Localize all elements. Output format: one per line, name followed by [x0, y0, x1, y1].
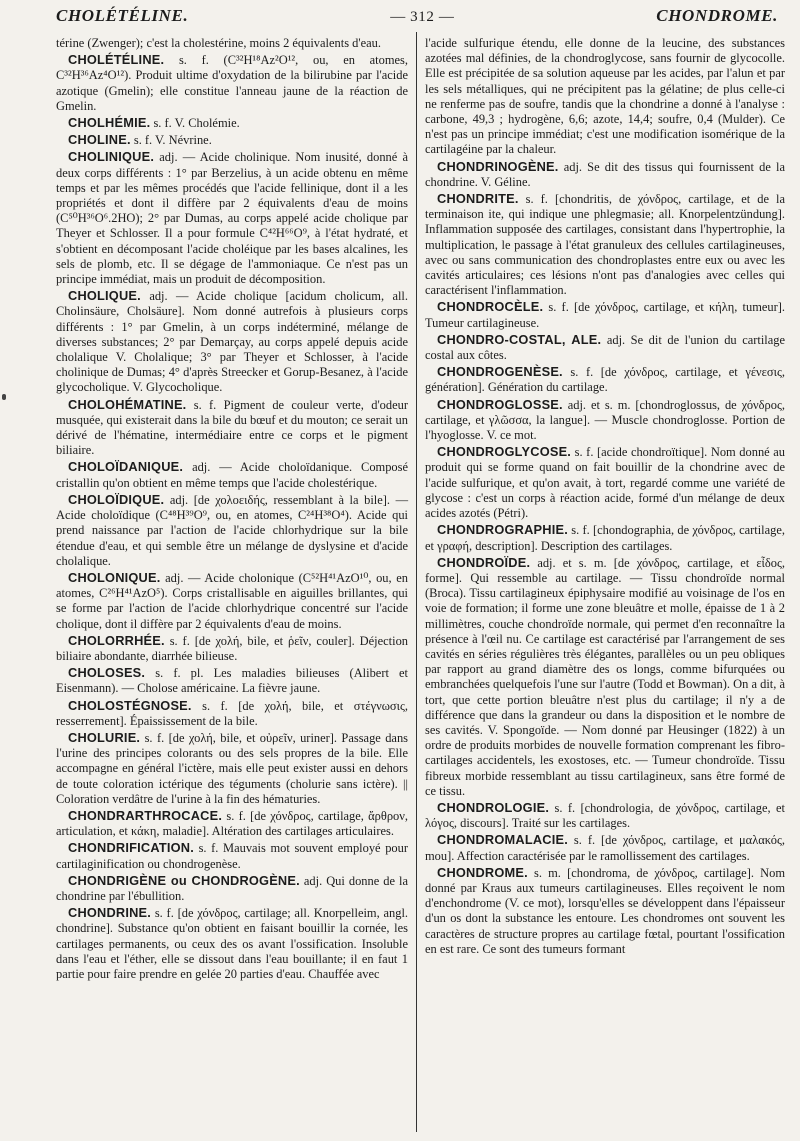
- header-left-running-head: CHOLÉTÉLINE.: [56, 6, 189, 25]
- entry-definition: s. f. [chondrologia, de χόνδρος, cartilage, et λόγος, discours]. Traité sur les cartilages.: [425, 800, 785, 831]
- entry-definition: s. f. [chondographia, de χόνδρος, cartilage, et γραφή, description]. Description des cartilages.: [425, 523, 785, 553]
- entry-headword: CHOLOÏDIQUE.: [68, 491, 165, 507]
- entry-headword: CHOLINIQUE.: [68, 149, 155, 165]
- entry-definition: s. f. V. Névrine.: [133, 133, 212, 148]
- entry-definition: s. f. [de χολή, bile, et οὐρεῖν, uriner]. Passage dans l'urine des principes colorants ou des sels propres de la bile. Elle accompagne en général l'ictère, mais elle peut exister aussi en dehors de toute coloration ictérique des téguments (cholurie sans ictère). || Coloration verdâtre de l'urine à la fin des hématuries.: [56, 730, 409, 806]
- entry-definition: adj. et s. m. [chondroglossus, de χόνδρος, cartilage, et γλῶσσα, la langue]. — Muscle chondroglosse. Portion de l'hyoglosse. V. ce mot.: [425, 397, 785, 443]
- entry-headword: CHONDROGRAPHIE.: [437, 522, 568, 538]
- entry-headword: CHONDROGENÈSE.: [437, 364, 563, 380]
- dictionary-entry: [56, 905, 408, 982]
- dictionary-entry: [425, 555, 785, 799]
- entry-headword: CHONDRARTHROCACE.: [68, 807, 223, 823]
- entry-headword: CHONDROGLOSSE.: [437, 396, 563, 412]
- page-number: — 312 —: [390, 9, 455, 25]
- dictionary-entry: [56, 288, 408, 395]
- dictionary-entry: [425, 191, 785, 298]
- entry-headword: CHONDROÏDE.: [437, 554, 531, 570]
- dictionary-entry: [56, 36, 408, 51]
- entry-headword: CHONDRIGÈNE ou CHONDROGÈNE.: [68, 872, 300, 888]
- entry-definition: s. f. Pigment de couleur verte, d'odeur musquée, qui existerait dans la bile du bœuf et du mouton; ce serait un dérivé de l'hématine, intermédiaire entre ce corps et le pigment biliaire.: [56, 397, 408, 458]
- entry-definition: adj. et s. m. [de χόνδρος, cartilage, et εἶδος, forme]. Qui ressemble au cartilage. — Tissu chondroïde normal (Broca). Tissu cartilagineux épiphysaire modifié au voisinage de l'os en voie de formation; il forme une zone bleuâtre et molle, épaisse de 1 à 2 millimètres, couche chondroïde normale, qui permet d'en reconnaître la présence à l'œil nu. Ce cartilage est caractérisé par l'arrangement de ses cavités en séries régulières très élégantes, parallèles ou un peu obliques par rapport au grand diamètre des os longs, comme bifurquées ou embranchées quelquefois l'une sur l'autre (Todd et Bowman). On a dit, à tort, que cette portion bleuâtre n'est plus du cartilage; il n'y a de différence que dans la grandeur ou dans la disposition et le nombre de ses cavités. V. Spongoïde. — Nom donné par Heusinger (1822) à un ordre de produits morbides de nouvelle formation comprenant les fibro-cartilages accidentels, les exostoses, etc. — Tumeur chondroïde. Tissu fibreux morbide ressemblant au tissu cartilagineux, sans être formé de ce tissu.: [425, 555, 785, 798]
- dictionary-entry: [425, 444, 785, 521]
- entry-headword: CHONDRINE.: [68, 905, 152, 921]
- dictionary-entry: [56, 808, 408, 839]
- entry-headword: CHOLÉTÉLINE.: [68, 52, 165, 68]
- dictionary-entry: [56, 730, 408, 807]
- left-column: [56, 36, 416, 1136]
- dictionary-entry: [425, 800, 785, 831]
- dictionary-entry: [56, 873, 408, 904]
- entry-definition: s. f. [de χόνδρος, cartilage, et μαλακός, mou]. Affection caractérisée par le ramollissement des cartilages.: [425, 833, 785, 863]
- entry-headword: CHOLINE.: [68, 132, 131, 148]
- entry-definition: adj. Se dit des tissus qui fournissent de la chondrine. V. Géline.: [425, 159, 785, 189]
- dictionary-entry: [425, 397, 785, 444]
- dictionary-entry: [425, 364, 785, 395]
- dictionary-entry: [56, 149, 408, 287]
- entry-definition: adj. — Acide choloïdanique. Composé cristallin qu'on obtient en même temps que l'acide cholestérique.: [56, 460, 409, 490]
- dictionary-entry: [425, 159, 785, 190]
- entry-headword: CHONDROMALACIE.: [437, 832, 568, 848]
- entry-definition: s. f. (C³²H¹⁸Az²O¹², ou, en atomes, C³²H³⁶Az⁴O¹²). Produit ultime d'oxydation de la bilirubine par l'acide azotique (Gmelin); elle constitue l'anneau jaune de la réaction de Gmelin.: [56, 53, 408, 113]
- entry-definition: adj. Se dit de l'union du cartilage costal aux côtes.: [425, 332, 785, 363]
- dictionary-entry: [56, 459, 408, 490]
- entry-definition: s. m. [chondroma, de χόνδρος, cartilage]. Nom donné par Kraus aux tumeurs cartilagineuses. Elles reçoivent le nom d'enchondrome (V. ce mot), lorsqu'elles se développent dans l'épaisseur d'un os dont la substance les entoure. Les chondromes ont souvent les caractères de structure propres au cartilage fœtal, pourtant l'ossification en est rare. Ce sont des tumeurs formant: [425, 865, 785, 956]
- dictionary-entry: [56, 698, 408, 729]
- dictionary-entry: [56, 132, 408, 148]
- entry-definition: s. f. [acide chondroïtique]. Nom donné au produit qui se forme quand on fait bouillir de la chondrine avec de l'acide sulfurique, et qu'on avait, à tort, regardé comme une variété de glycose : c'est un corps à réaction acide, formé d'un mélange de deux acides azotés (Pétri).: [425, 445, 785, 521]
- entry-headword: CHONDRIFICATION.: [68, 840, 194, 856]
- entry-headword: CHOLOHÉMATINE.: [68, 396, 187, 412]
- entry-definition: térine (Zwenger); c'est la cholestérine, moins 2 équivalents d'eau.: [56, 36, 381, 50]
- entry-definition: adj. — Acide cholinique. Nom inusité, donné à deux corps différents : 1° par Berzelius, à un acide obtenu en même temps et par les mêmes procédés que l'acide fellinique, dont il a les propriétés et dont il diffère par 2 équivalents d'eau de moins (C⁵⁰H³⁶O⁶.2HO); 2° par Dumas, au corps appelé acide cholique par Theyer et Schlosser. Il a pour formule C⁴²H⁶⁶O⁹, à l'état hydraté, et s'obtient en décomposant l'acide choléique par les bases alcalines, les sels de plomb, etc. Il se dégage de l'ammoniaque. Ce n'est pas un principe immédiat, mais un produit de décomposition.: [56, 150, 408, 287]
- dictionary-entry: [56, 633, 408, 664]
- dictionary-entry: [56, 52, 408, 114]
- entry-definition: s. f. [chondritis, de χόνδρος, cartilage, et de la terminaison ite, qui indique une phlegmasie; all. Knorpelentzündung]. Inflammation supposée des cartilages, consistant dans l'hypertrophie, la multiplication, le passage à l'état granuleux des cellules cartilagineuses, avec ou sans communication des chondroplastes entre eux ou avec les cavités articulaires; ces lésions n'ont pas d'analogies avec celles qui caractérisent l'inflammation.: [425, 192, 785, 298]
- entry-definition: s. f. [de χόνδρος, cartilage, et κήλη, tumeur]. Tumeur cartilagineuse.: [425, 300, 785, 330]
- entry-definition: s. f. [de χολή, bile, et ῥεῖν, couler]. Déjection biliaire abondante, diarrhée bilieuse.: [56, 633, 409, 663]
- entry-headword: CHOLONIQUE.: [68, 569, 161, 585]
- entry-definition: s. f. Mauvais mot souvent employé pour cartilaginification ou chondrogenèse.: [56, 841, 408, 871]
- dictionary-entry: [56, 115, 408, 131]
- header-right-running-head: CHONDROME.: [656, 6, 778, 25]
- entry-headword: CHOLURIE.: [68, 729, 141, 745]
- right-column: [417, 36, 785, 1136]
- entry-definition: adj. — Acide cholonique (C⁵²H⁴¹AzO¹⁰, ou, en atomes, C²⁶H⁴¹AzO⁵). Corps cristallisable en aiguilles brillantes, qui se forme par l'action de l'acide chlorhydrique concentré sur l'acide cholique, dont il diffère par 2 équivalents d'eau de moins.: [56, 570, 408, 631]
- entry-headword: CHONDRO-COSTAL, ALE.: [437, 331, 602, 347]
- entry-headword: CHONDRINOGÈNE.: [437, 158, 559, 174]
- entry-definition: s. f. [de χολή, bile, et στέγνωσις, resserrement]. Épaississement de la bile.: [56, 698, 409, 728]
- dictionary-entry: [56, 492, 408, 569]
- entry-definition: s. f. [de χόνδρος, cartilage, ἄρθρον, articulation, et κάκη, maladie]. Altération des cartilages articulaires.: [56, 808, 409, 839]
- entry-definition: l'acide sulfurique étendu, elle donne de la leucine, des substances azotées mal définies, de la chondroglycose, sans fournir de glycocolle. Elle est précipitée de sa solution aqueuse par les acides, par l'alun et par les sels métalliques, qui ne précipitent pas la gélatine; de plus celle-ci ne renferme pas de soufre, tandis que la chondrine a donné à l'analyse : carbone, 49,3 ; hydrogène, 6,6; azote, 14,4; soufre, 0,4 (Mulder). Ce n'est pas un principe immédiat; c'est une modification isomérique de la cartilagéine par la chaleur.: [425, 36, 785, 157]
- entry-headword: CHONDROGLYCOSE.: [437, 444, 572, 460]
- entry-definition: s. f. [de χόνδρος, cartilage, et γένεσις, génération]. Génération du cartilage.: [425, 365, 785, 395]
- entry-headword: CHOLHÉMIE.: [68, 115, 151, 131]
- dictionary-entry: [56, 570, 408, 632]
- entry-headword: CHOLOSES.: [68, 665, 146, 681]
- dictionary-entry: [425, 299, 785, 330]
- dictionary-entry: [425, 332, 785, 363]
- entry-headword: CHOLOSTÉGNOSE.: [68, 697, 192, 713]
- dictionary-entry: [56, 665, 408, 696]
- dictionary-entry: [425, 522, 785, 553]
- entry-headword: CHOLOÏDANIQUE.: [68, 459, 184, 475]
- entry-definition: adj. — Acide cholique [acidum cholicum, all. Cholinsäure, Cholsäure]. Nom donné autrefois à plusieurs corps différents : 1° par Gmelin, à un corps indéterminé, mélange de diverses substances; 2° par Demarçay, au corps appelé depuis acide cholalique V. Cholalique; 3° par Theyer et Schlosser, à l'acide cholinique de Dumas; 4° d'après Streecker et Gorup-Besanez, à l'acide glycocholique. V. Glycocholique.: [56, 289, 408, 395]
- dictionary-entry: [425, 832, 785, 863]
- entry-headword: CHONDRITE.: [437, 191, 519, 207]
- entry-definition: s. f. V. Cholémie.: [153, 116, 240, 131]
- entry-definition: s. f. pl. Les maladies bilieuses (Alibert et Eisenmann). — Cholose américaine. La fièvre jaune.: [56, 666, 408, 696]
- entry-definition: s. f. [de χόνδρος, cartilage; all. Knorpelleim, angl. chondrine]. Substance qu'on obtient en faisant bouillir la cornée, les cartilages permanents, ou ceux des os avant l'ossification. Insoluble dans l'eau et l'éther, elle se dissout dans l'eau bouillante; il en faut 1 partie pour faire prendre en gelée 20 parties d'eau. Chauffée avec: [56, 906, 409, 981]
- page-header: [56, 6, 778, 36]
- entry-headword: CHONDROME.: [437, 864, 528, 880]
- dictionary-entry: [56, 397, 408, 459]
- dictionary-entry: [425, 865, 785, 957]
- entry-headword: CHOLIQUE.: [68, 288, 141, 304]
- dictionary-entry: [425, 36, 785, 158]
- text-columns: [56, 36, 788, 1136]
- entry-headword: CHONDROCÈLE.: [437, 299, 544, 315]
- dictionary-entry: [56, 840, 408, 871]
- entry-headword: CHONDROLOGIE.: [437, 799, 550, 815]
- entry-definition: adj. [de χολοειδής, ressemblant à la bile]. — Acide choloïdique (C⁴⁸H³⁹O⁹, ou, en atomes, C²⁴H³⁸O⁴). Acide qui prend naissance par l'action de l'acide chlorhydrique sur la bile étendue d'eau, et qui semble être un mélange de dyslysine et d'acide cholalique.: [56, 492, 409, 568]
- entry-headword: CHOLORRHÉE.: [68, 632, 165, 648]
- margin-ink-mark: [2, 394, 6, 400]
- entry-definition: adj. Qui donne de la chondrine par l'ébullition.: [56, 873, 408, 903]
